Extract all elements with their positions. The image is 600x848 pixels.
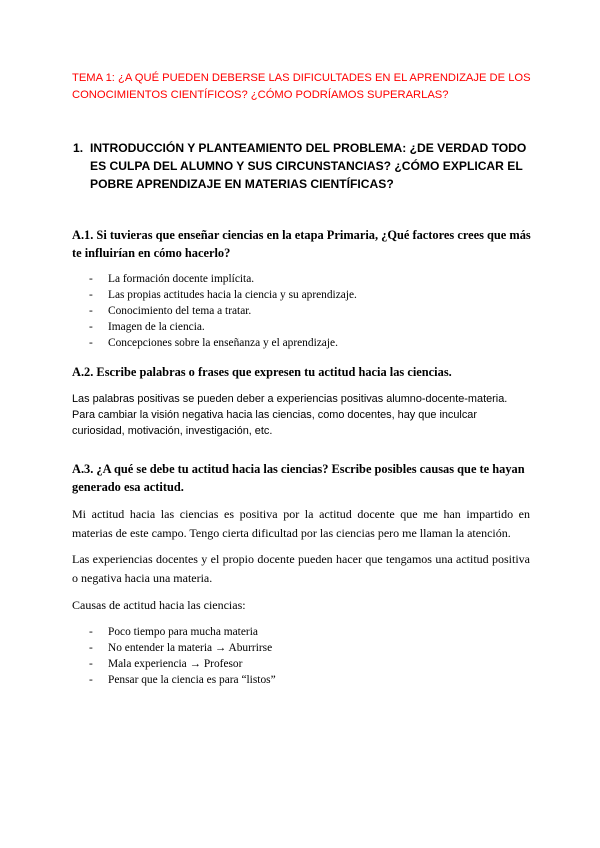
dash-bullet: -	[89, 289, 93, 301]
list-item: - No entender la materia → Aburrirse	[89, 642, 273, 654]
dash-bullet: -	[89, 642, 93, 654]
list-item: - Conocimiento del tema a tratar.	[89, 305, 252, 317]
question-a1: A.1. Si tuvieras que enseñar ciencias en la etapa Primaria, ¿Qué factores crees que más te influirían en cómo hacerlo?	[72, 228, 531, 260]
answer-a3-paragraph-2: Las experiencias docentes y el propio docente pueden hacer que tengamos una actitud positiva o negativa hacia una materia.	[72, 552, 530, 585]
causes-list	[72, 624, 492, 688]
factors-list	[72, 271, 492, 351]
list-item: - La formación docente implícita.	[89, 273, 255, 285]
dash-bullet: -	[89, 658, 93, 670]
answer-a2: Las palabras positivas se pueden deber a experiencias positivas alumno-docente-materia. Para cambiar la visión negativa hacia las ciencias, como docentes, hay que inculcar curiosidad, motivación, investigación, etc.	[72, 393, 508, 437]
dash-bullet: -	[89, 337, 93, 349]
section-heading	[73, 139, 533, 193]
list-item: - Pensar que la ciencia es para “listos”	[89, 674, 276, 686]
list-item: - Las propias actitudes hacia la ciencia y su aprendizaje.	[89, 289, 357, 301]
question-a2: A.2. Escribe palabras o frases que expresen tu actitud hacia las ciencias.	[72, 365, 452, 379]
list-item: - Concepciones sobre la enseñanza y el aprendizaje.	[89, 337, 338, 349]
answer-a3-paragraph-1: Mi actitud hacia las ciencias es positiva por la actitud docente que me han impartido en materias de este campo. Tengo cierta dificultad por las ciencias pero me llaman la atención.	[72, 507, 530, 540]
topic-title: TEMA 1: ¿A QUÉ PUEDEN DEBERSE LAS DIFICULTADES EN EL APRENDIZAJE DE LOS CONOCIMIENTOS CIENTÍFICOS? ¿CÓMO PODRÍAMOS SUPERARLAS?	[72, 72, 531, 101]
dash-bullet: -	[89, 626, 93, 638]
section-number: 1.	[73, 141, 84, 155]
dash-bullet: -	[89, 674, 93, 686]
list-item: - Poco tiempo para mucha materia	[89, 626, 258, 638]
causes-label: Causas de actitud hacia las ciencias:	[72, 598, 246, 612]
dash-bullet: -	[89, 321, 93, 333]
list-item: - Imagen de la ciencia.	[89, 321, 205, 333]
dash-bullet: -	[89, 305, 93, 317]
section-title: INTRODUCCIÓN Y PLANTEAMIENTO DEL PROBLEMA: ¿DE VERDAD TODO ES CULPA DEL ALUMNO Y SUS CIRCUNSTANCIAS? ¿CÓMO EXPLICAR EL POBRE APRENDIZAJE EN MATERIAS CIENTÍFICAS?	[90, 141, 527, 191]
list-item: - Mala experiencia → Profesor	[89, 658, 243, 670]
question-a3: A.3. ¿A qué se debe tu actitud hacia las ciencias? Escribe posibles causas que te hayan generado esa actitud.	[72, 462, 525, 494]
dash-bullet: -	[89, 273, 93, 285]
